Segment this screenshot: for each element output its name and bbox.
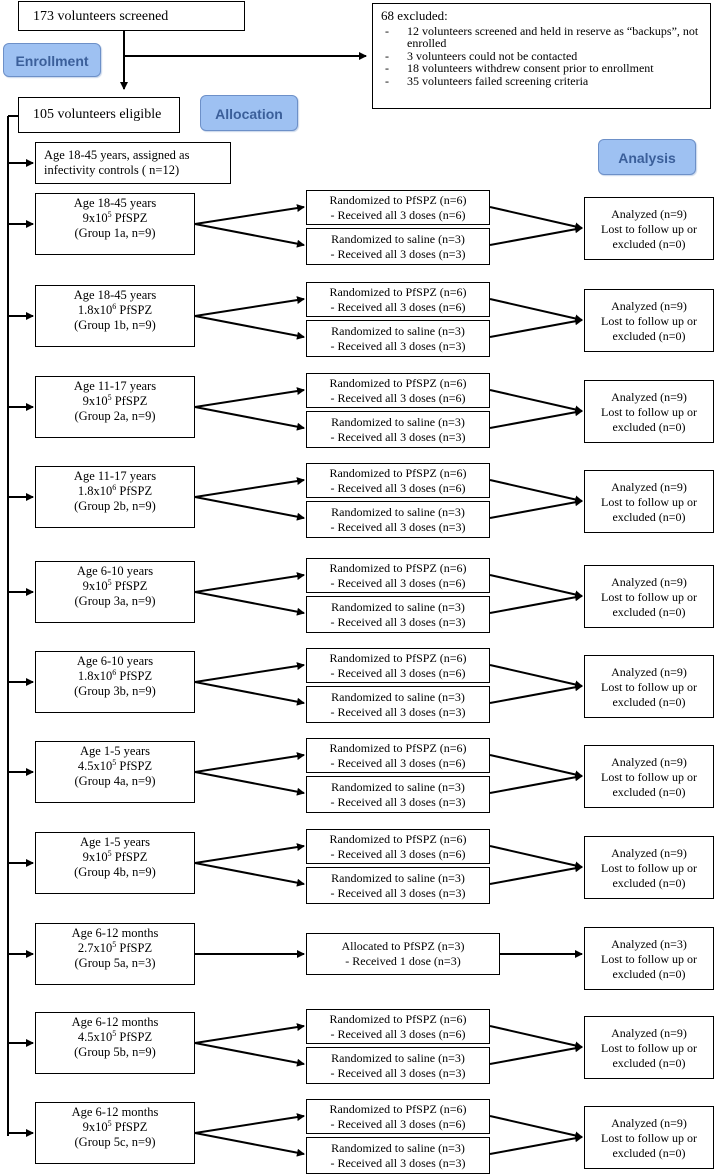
- dose-unit: PfSPZ: [116, 759, 153, 773]
- arm-line1: Allocated to PfSPZ (n=3): [341, 939, 465, 953]
- group-dose: [36, 1030, 194, 1045]
- split-arrow-pfspz: [195, 755, 304, 772]
- group-age: Age 18-45 years: [73, 288, 157, 302]
- analysis-box: [584, 927, 714, 990]
- allocation-label: Allocation: [200, 95, 298, 131]
- analysis-line3: excluded (n=0): [612, 1146, 686, 1160]
- merge-arrow-saline: [490, 776, 582, 793]
- dose-base: 9x10: [82, 579, 108, 593]
- group-age: Age 11-17 years: [73, 469, 157, 483]
- group-label: (Group 2a, n=9): [74, 409, 156, 423]
- merge-arrow-pfspz: [490, 665, 582, 686]
- dose-exponent: 6: [112, 667, 117, 677]
- analysis-line2: Lost to follow up or: [601, 222, 697, 236]
- arm-line2: - Received all 3 doses (n=6): [330, 847, 466, 861]
- split-arrow-pfspz: [195, 846, 304, 863]
- split-arrow-pfspz: [195, 665, 304, 682]
- arm-line2: - Received all 3 doses (n=3): [330, 247, 466, 261]
- dose-base: 9x10: [82, 211, 108, 225]
- group-age: Age 1-5 years: [79, 835, 151, 849]
- group-box: [35, 651, 195, 713]
- group-age: Age 6-12 months: [71, 926, 159, 940]
- arm-line2: - Received all 3 doses (n=6): [330, 1027, 466, 1041]
- arm-line2: - Received all 3 doses (n=6): [330, 391, 466, 405]
- group-dose: [36, 759, 194, 774]
- arm-line2: - Received all 3 doses (n=3): [330, 705, 466, 719]
- excluded-list: [381, 25, 704, 88]
- split-arrow-pfspz: [195, 299, 304, 316]
- merge-arrow-saline: [490, 320, 582, 337]
- dose-unit: PfSPZ: [111, 394, 148, 408]
- group-box: [35, 741, 195, 803]
- group-dose: [36, 303, 194, 318]
- group-box: [35, 832, 195, 894]
- dose-base: 9x10: [82, 850, 108, 864]
- merge-arrow-saline: [490, 1137, 582, 1154]
- analysis-line2: Lost to follow up or: [601, 1131, 697, 1145]
- dose-exponent: 5: [107, 209, 112, 219]
- dose-unit: PfSPZ: [111, 211, 148, 225]
- group-label: (Group 1b, n=9): [74, 318, 156, 332]
- arm-line1: Randomized to saline (n=3): [331, 1051, 465, 1065]
- group-dose: [36, 484, 194, 499]
- group-age: Age 6-12 months: [71, 1015, 159, 1029]
- group-box: [35, 193, 195, 255]
- arm-line1: Randomized to PfSPZ (n=6): [329, 1012, 467, 1026]
- split-arrow-pfspz: [195, 1026, 304, 1043]
- arm-line1: Randomized to PfSPZ (n=6): [329, 832, 467, 846]
- arm-saline-box: [306, 776, 490, 813]
- split-arrow-pfspz: [195, 575, 304, 592]
- arm-saline-box: [306, 596, 490, 633]
- analysis-box: [584, 197, 714, 260]
- split-arrow-saline: [195, 1133, 304, 1154]
- dose-exponent: 5: [112, 939, 117, 949]
- analysis-box: [584, 655, 714, 718]
- arm-allocated-box: [306, 933, 500, 975]
- group-label: (Group 4b, n=9): [74, 865, 156, 879]
- split-arrow-pfspz: [195, 207, 304, 224]
- split-arrow-saline: [195, 592, 304, 613]
- arm-line1: Randomized to saline (n=3): [331, 505, 465, 519]
- group-box: [35, 376, 195, 438]
- arm-line1: Randomized to PfSPZ (n=6): [329, 193, 467, 207]
- arm-line2: - Received all 3 doses (n=6): [330, 666, 466, 680]
- arm-line2: - Received all 3 doses (n=3): [330, 520, 466, 534]
- arm-line2: - Received all 3 doses (n=3): [330, 1066, 466, 1080]
- excluded-item: - 12 volunteers screened and held in reserve as “backups”, not enrolled: [381, 25, 704, 50]
- dose-exponent: 5: [107, 1118, 112, 1128]
- merge-arrow-pfspz: [490, 207, 582, 228]
- analysis-box: [584, 289, 714, 352]
- merge-arrow-pfspz: [490, 755, 582, 776]
- infectivity-controls-box: [35, 142, 231, 184]
- arm-line1: Randomized to PfSPZ (n=6): [329, 561, 467, 575]
- analysis-line2: Lost to follow up or: [601, 952, 697, 966]
- excluded-item: - 3 volunteers could not be contacted: [381, 50, 704, 63]
- arm-saline-box: [306, 501, 490, 538]
- arm-pfspz-box: [306, 558, 490, 593]
- arm-line1: Randomized to saline (n=3): [331, 600, 465, 614]
- group-label: (Group 5b, n=9): [74, 1045, 156, 1059]
- merge-arrow-pfspz: [490, 846, 582, 867]
- dose-base: 1.8x10: [77, 484, 113, 498]
- arm-line2: - Received all 3 doses (n=6): [330, 300, 466, 314]
- split-arrow-saline: [195, 772, 304, 793]
- dose-unit: PfSPZ: [116, 941, 153, 955]
- arm-saline-box: [306, 686, 490, 723]
- dose-base: 2.7x10: [77, 941, 113, 955]
- analysis-line2: Lost to follow up or: [601, 314, 697, 328]
- analysis-line2: Lost to follow up or: [601, 680, 697, 694]
- analysis-line1: Analyzed (n=9): [611, 575, 687, 589]
- group-label: (Group 5a, n=3): [74, 956, 156, 970]
- group-label: (Group 5c, n=9): [74, 1135, 156, 1149]
- arm-saline-box: [306, 320, 490, 357]
- arm-pfspz-box: [306, 648, 490, 683]
- group-dose: [36, 579, 194, 594]
- group-dose: [36, 211, 194, 226]
- group-age: Age 11-17 years: [73, 379, 157, 393]
- group-box: [35, 561, 195, 623]
- split-arrow-saline: [195, 682, 304, 703]
- arm-line2: - Received all 3 doses (n=6): [330, 576, 466, 590]
- arm-line2: - Received all 3 doses (n=6): [330, 208, 466, 222]
- controls-line1: Age 18-45 years, assigned as: [44, 148, 190, 162]
- analysis-line3: excluded (n=0): [612, 329, 686, 343]
- arm-pfspz-box: [306, 1099, 490, 1134]
- dose-exponent: 5: [107, 848, 112, 858]
- analysis-line3: excluded (n=0): [612, 967, 686, 981]
- excluded-item: - 18 volunteers withdrew consent prior to enrollment: [381, 62, 704, 75]
- group-age: Age 6-12 months: [71, 1105, 159, 1119]
- group-box: [35, 285, 195, 347]
- analysis-line3: excluded (n=0): [612, 605, 686, 619]
- dose-exponent: 5: [112, 757, 117, 767]
- analysis-line2: Lost to follow up or: [601, 495, 697, 509]
- group-dose: [36, 669, 194, 684]
- group-dose: [36, 1120, 194, 1135]
- arm-pfspz-box: [306, 463, 490, 498]
- dose-unit: PfSPZ: [111, 579, 148, 593]
- merge-arrow-saline: [490, 411, 582, 428]
- eligible-box: [18, 97, 180, 133]
- merge-arrow-pfspz: [490, 1026, 582, 1047]
- dose-unit: PfSPZ: [111, 850, 148, 864]
- split-arrow-saline: [195, 1043, 304, 1064]
- group-label: (Group 2b, n=9): [74, 499, 156, 513]
- merge-arrow-saline: [490, 1047, 582, 1064]
- analysis-line3: excluded (n=0): [612, 1056, 686, 1070]
- split-arrow-pfspz: [195, 390, 304, 407]
- analysis-box: [584, 1106, 714, 1169]
- merge-arrow-pfspz: [490, 1116, 582, 1137]
- group-box: [35, 1012, 195, 1074]
- analysis-line2: Lost to follow up or: [601, 861, 697, 875]
- arm-saline-box: [306, 411, 490, 448]
- screened-box: [18, 1, 245, 31]
- analysis-box: [584, 470, 714, 533]
- arm-line2: - Received 1 dose (n=3): [345, 954, 461, 968]
- arm-line1: Randomized to saline (n=3): [331, 1141, 465, 1155]
- dose-unit: PfSPZ: [116, 669, 153, 683]
- group-label: (Group 1a, n=9): [74, 226, 156, 240]
- arm-pfspz-box: [306, 190, 490, 225]
- split-arrow-saline: [195, 407, 304, 428]
- screened-text: 173 volunteers screened: [33, 9, 169, 24]
- arm-line2: - Received all 3 doses (n=6): [330, 1117, 466, 1131]
- analysis-line3: excluded (n=0): [612, 876, 686, 890]
- arm-line2: - Received all 3 doses (n=3): [330, 615, 466, 629]
- dose-unit: PfSPZ: [116, 1030, 153, 1044]
- split-arrow-saline: [195, 497, 304, 518]
- arm-pfspz-box: [306, 373, 490, 408]
- arm-saline-box: [306, 228, 490, 265]
- excluded-title: 68 excluded:: [381, 8, 448, 23]
- dose-unit: PfSPZ: [111, 1120, 148, 1134]
- arm-line2: - Received all 3 doses (n=6): [330, 481, 466, 495]
- group-age: Age 6-10 years: [76, 654, 154, 668]
- analysis-box: [584, 565, 714, 628]
- arm-line2: - Received all 3 doses (n=6): [330, 756, 466, 770]
- analysis-box: [584, 380, 714, 443]
- split-arrow-saline: [195, 863, 304, 884]
- dose-exponent: 6: [112, 482, 117, 492]
- arm-line1: Randomized to PfSPZ (n=6): [329, 285, 467, 299]
- merge-arrow-saline: [490, 686, 582, 703]
- group-dose: [36, 941, 194, 956]
- arm-line2: - Received all 3 doses (n=3): [330, 430, 466, 444]
- analysis-line2: Lost to follow up or: [601, 1041, 697, 1055]
- merge-arrow-pfspz: [490, 480, 582, 501]
- controls-line2: infectivity controls ( n=12): [44, 163, 180, 177]
- analysis-line1: Analyzed (n=9): [611, 846, 687, 860]
- arm-line1: Randomized to PfSPZ (n=6): [329, 651, 467, 665]
- analysis-line1: Analyzed (n=3): [611, 937, 687, 951]
- merge-arrow-pfspz: [490, 575, 582, 596]
- eligible-text: 105 volunteers eligible: [33, 107, 162, 122]
- analysis-line2: Lost to follow up or: [601, 590, 697, 604]
- arm-line1: Randomized to saline (n=3): [331, 871, 465, 885]
- arm-line1: Randomized to saline (n=3): [331, 232, 465, 246]
- group-age: Age 1-5 years: [79, 744, 151, 758]
- arm-line1: Randomized to PfSPZ (n=6): [329, 741, 467, 755]
- arm-line1: Randomized to PfSPZ (n=6): [329, 466, 467, 480]
- split-arrow-saline: [195, 316, 304, 337]
- dose-unit: PfSPZ: [116, 303, 153, 317]
- analysis-line1: Analyzed (n=9): [611, 390, 687, 404]
- group-label: (Group 4a, n=9): [74, 774, 156, 788]
- arm-pfspz-box: [306, 1009, 490, 1044]
- analysis-line1: Analyzed (n=9): [611, 207, 687, 221]
- dose-exponent: 5: [107, 577, 112, 587]
- group-age: Age 18-45 years: [73, 196, 157, 210]
- dose-base: 1.8x10: [77, 303, 113, 317]
- analysis-line1: Analyzed (n=9): [611, 1116, 687, 1130]
- arm-pfspz-box: [306, 829, 490, 864]
- dose-base: 1.8x10: [77, 669, 113, 683]
- arm-saline-box: [306, 1047, 490, 1084]
- arm-saline-box: [306, 867, 490, 904]
- analysis-line1: Analyzed (n=9): [611, 755, 687, 769]
- dose-base: 9x10: [82, 1120, 108, 1134]
- merge-arrow-pfspz: [490, 299, 582, 320]
- analysis-line3: excluded (n=0): [612, 237, 686, 251]
- merge-arrow-pfspz: [490, 390, 582, 411]
- analysis-line2: Lost to follow up or: [601, 405, 697, 419]
- dose-exponent: 5: [112, 1028, 117, 1038]
- merge-arrow-saline: [490, 501, 582, 518]
- analysis-line3: excluded (n=0): [612, 785, 686, 799]
- analysis-line3: excluded (n=0): [612, 420, 686, 434]
- analysis-line1: Analyzed (n=9): [611, 665, 687, 679]
- split-arrow-pfspz: [195, 480, 304, 497]
- analysis-line1: Analyzed (n=9): [611, 299, 687, 313]
- analysis-line2: Lost to follow up or: [601, 770, 697, 784]
- enrollment-label: Enrollment: [3, 43, 101, 77]
- dose-exponent: 5: [107, 392, 112, 402]
- analysis-box: [584, 1016, 714, 1079]
- excluded-box: [372, 3, 711, 109]
- group-dose: [36, 850, 194, 865]
- group-box: [35, 1102, 195, 1164]
- analysis-line3: excluded (n=0): [612, 510, 686, 524]
- group-box: [35, 923, 195, 985]
- arm-line1: Randomized to PfSPZ (n=6): [329, 1102, 467, 1116]
- merge-arrow-saline: [490, 596, 582, 613]
- analysis-box: [584, 745, 714, 808]
- arm-line1: Randomized to saline (n=3): [331, 780, 465, 794]
- arm-line2: - Received all 3 doses (n=3): [330, 795, 466, 809]
- arm-line1: Randomized to saline (n=3): [331, 690, 465, 704]
- dose-base: 4.5x10: [77, 1030, 113, 1044]
- group-dose: [36, 394, 194, 409]
- group-label: (Group 3a, n=9): [74, 594, 156, 608]
- arm-line2: - Received all 3 doses (n=3): [330, 339, 466, 353]
- split-arrow-saline: [195, 224, 304, 245]
- group-label: (Group 3b, n=9): [74, 684, 156, 698]
- excluded-item: - 35 volunteers failed screening criteria: [381, 75, 704, 88]
- arm-line1: Randomized to saline (n=3): [331, 415, 465, 429]
- dose-base: 4.5x10: [77, 759, 113, 773]
- analysis-line3: excluded (n=0): [612, 695, 686, 709]
- analysis-line1: Analyzed (n=9): [611, 1026, 687, 1040]
- arm-line1: Randomized to PfSPZ (n=6): [329, 376, 467, 390]
- dose-exponent: 6: [112, 301, 117, 311]
- dose-base: 9x10: [82, 394, 108, 408]
- arm-line2: - Received all 3 doses (n=3): [330, 886, 466, 900]
- merge-arrow-saline: [490, 228, 582, 245]
- arm-saline-box: [306, 1137, 490, 1174]
- arm-pfspz-box: [306, 282, 490, 317]
- arm-line2: - Received all 3 doses (n=3): [330, 1156, 466, 1170]
- arm-line1: Randomized to saline (n=3): [331, 324, 465, 338]
- split-arrow-pfspz: [195, 1116, 304, 1133]
- group-age: Age 6-10 years: [76, 564, 154, 578]
- group-box: [35, 466, 195, 528]
- analysis-line1: Analyzed (n=9): [611, 480, 687, 494]
- merge-arrow-saline: [490, 867, 582, 884]
- dose-unit: PfSPZ: [116, 484, 153, 498]
- arm-pfspz-box: [306, 738, 490, 773]
- analysis-box: [584, 836, 714, 899]
- analysis-label: Analysis: [598, 139, 696, 175]
